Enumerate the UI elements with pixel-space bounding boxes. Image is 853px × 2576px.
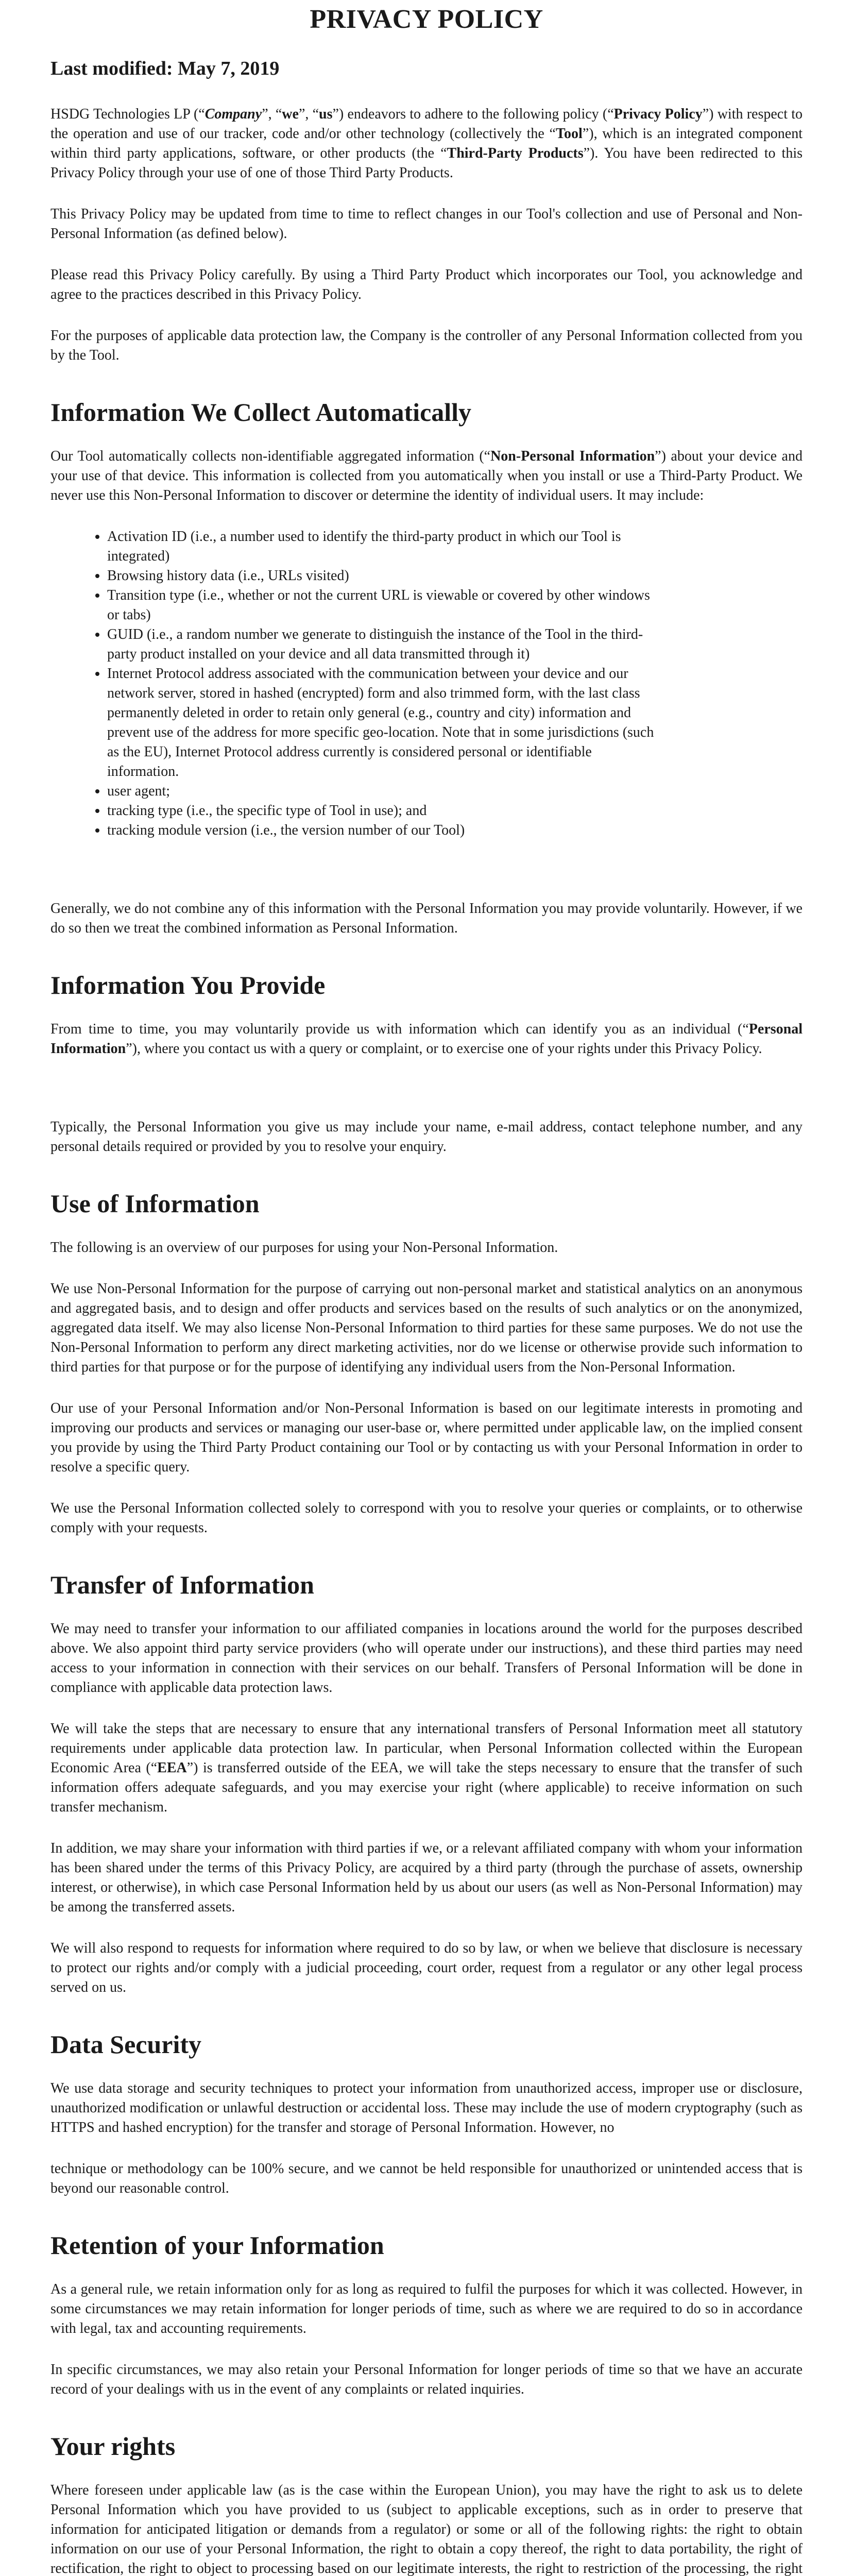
- list-item: • Activation ID (i.e., a number used to identify the third-party product in which our Tool is integrated): [107, 527, 663, 566]
- page-title: PRIVACY POLICY: [310, 5, 543, 34]
- last-modified-date: Last modified: May 7, 2019: [50, 58, 280, 79]
- retention-paragraph-1: As a general rule, we retain information only for as long as required to fulfil the purposes for which it was collected. However, in some circumstances we may retain information for longer periods of time, such as where we are required to do so in accordance with legal, tax and accounting requirements.: [50, 2281, 803, 2336]
- list-item: • user agent;: [107, 782, 663, 801]
- section-heading-use: Use of Information: [50, 1189, 260, 1218]
- security-paragraph-1: We use data storage and security techniques to protect your information from unauthorized access, improper use or disclosure, unauthorized modification or unlawful destruction or accidental loss. These may include the use of modern cryptography (such as HTTPS and hashed encryption) for the transfer and storage of Personal Information. However, no: [50, 2080, 803, 2136]
- intro-paragraph-2: This Privacy Policy may be updated from time to time to reflect changes in our Tool's collection and use of Personal and Non-Personal Information (as defined below).: [50, 206, 803, 242]
- section-heading-rights: Your rights: [50, 2432, 176, 2461]
- use-paragraph-4: We use the Personal Information collected solely to correspond with you to resolve your queries or complaints, or to otherwise comply with your requests.: [50, 1500, 803, 1536]
- privacy-policy-page: [50, 0, 803, 2576]
- use-paragraph-3: Our use of your Personal Information and/or Non-Personal Information is based on our legitimate interests in promoting and improving our products and services or managing our user-base or, where permitted under applicable law, on the implied consent you provide by using the Third Party Product containing our Tool or by contacting us with your Personal Information in order to resolve a specific query.: [50, 1400, 803, 1475]
- intro-paragraph-4: For the purposes of applicable data protection law, the Company is the controller of any Personal Information collected from you by the Tool.: [50, 328, 803, 363]
- section-heading-retention: Retention of your Information: [50, 2231, 384, 2260]
- list-item: • Transition type (i.e., whether or not the current URL is viewable or covered by other windows or tabs): [107, 586, 663, 625]
- use-paragraph-1: The following is an overview of our purposes for using your Non-Personal Information.: [50, 1240, 558, 1256]
- use-paragraph-2: We use Non-Personal Information for the purpose of carrying out non-personal market and statistical analytics on an anonymous and aggregated basis, and to design and offer products and services based on the results of such analytics or on the anonymized, aggregated data itself. We may also license Non-Personal Information to third parties for these same purposes. We do not use the Non-Personal Information to perform any direct marketing activities, nor do we license or otherwise provide such information to third parties for that purpose or for the purpose of identifying any individual users from the Non-Personal Information.: [50, 1281, 803, 1375]
- retention-paragraph-2: In specific circumstances, we may also retain your Personal Information for longer periods of time so that we have an accurate record of your dealings with us in the event of any complaints or related inquiries.: [50, 2362, 803, 2397]
- transfer-paragraph-1: We may need to transfer your information to our affiliated companies in locations around the world for the purposes described above. We also appoint third party service providers (who will operate under our instructions), and these third parties may need access to your information in connection with their services on our behalf. Transfers of Personal Information will be done in compliance with applicable data protection laws.: [50, 1621, 803, 1696]
- intro-paragraph-3: Please read this Privacy Policy carefully. By using a Third Party Product which incorporates our Tool, you acknowledge and agree to the practices described in this Privacy Policy.: [50, 267, 803, 302]
- collect-paragraph-2: Generally, we do not combine any of this information with the Personal Information you may provide voluntarily. However, if we do so then we treat the combined information as Personal Information.: [50, 901, 803, 936]
- list-item: • tracking module version (i.e., the version number of our Tool): [107, 821, 663, 840]
- rights-paragraph-1: Where foreseen under applicable law (as is the case within the European Union), you may have the right to ask us to delete Personal Information which you have provided to us (subject to applicable exceptions, such as in order to preserve that information for anticipated litigation or demands from a regulator) or some or all of the following rights: the right to obtain information on our use of your Personal Information, the right to obtain a copy thereof, the right to data portability, the right of rectification, the right to object to processing based on our legitimate interests, the right to restriction of the processing, the right: [50, 2482, 803, 2576]
- list-item: • Browsing history data (i.e., URLs visited): [107, 566, 663, 586]
- list-item: • Internet Protocol address associated with the communication between your device and our network server, stored in hashed (encrypted) form and also trimmed form, with the last class permanently deleted in order to retain only general (e.g., country and city) information and prevent use of the address for more specific geo-location. Note that in some jurisdictions (such as the EU), Internet Protocol address currently is considered personal or identifiable information.: [107, 664, 663, 782]
- security-paragraph-2: technique or methodology can be 100% secure, and we cannot be held responsible for unauthorized or unintended access that is beyond our reasonable control.: [50, 2161, 803, 2196]
- transfer-paragraph-3: In addition, we may share your information with third parties if we, or a relevant affiliated company with whom your information has been shared under the terms of this Privacy Policy, are acquired by a third party (through the purchase of assets, ownership interest, or otherwise), in which case Personal Information held by us about our users (as well as Non-Personal Information) may be among the transferred assets.: [50, 1840, 803, 1915]
- intro-paragraph-1: HSDG Technologies LP (“Company”, “we”, “us”) endeavors to adhere to the following policy (“Privacy Policy”) with respect to the operation and use of our tracker, code and/or other technology (collectively the “Tool”), which is an integrated component within third party applications, software, or other products (the “Third-Party Products”). You have been redirected to this Privacy Policy through your use of one of those Third Party Products.: [50, 106, 803, 181]
- collected-data-list: [50, 527, 663, 840]
- list-item: • GUID (i.e., a random number we generate to distinguish the instance of the Tool in the third-party product installed on your device and all data transmitted through it): [107, 625, 663, 664]
- section-heading-collect: Information We Collect Automatically: [50, 398, 472, 427]
- transfer-paragraph-4: We will also respond to requests for information where required to do so by law, or when we believe that disclosure is necessary to protect our rights and/or comply with a judicial proceeding, court order, request from a regulator or any other legal process served on us.: [50, 1940, 803, 1995]
- section-heading-transfer: Transfer of Information: [50, 1570, 314, 1599]
- section-heading-security: Data Security: [50, 2030, 201, 2059]
- list-item: • tracking type (i.e., the specific type of Tool in use); and: [107, 801, 663, 821]
- provide-paragraph-2: Typically, the Personal Information you give us may include your name, e-mail address, contact telephone number, and any personal details required or provided by you to resolve your enquiry.: [50, 1119, 803, 1155]
- collect-paragraph-1: Our Tool automatically collects non-identifiable aggregated information (“Non-Personal Information”) about your device and your use of that device. This information is collected from you automatically when you install or use a Third-Party Product. We never use this Non-Personal Information to discover or determine the identity of individual users. It may include:: [50, 448, 803, 503]
- provide-paragraph-1: From time to time, you may voluntarily provide us with information which can identify you as an individual (“Personal Information”), where you contact us with a query or complaint, or to exercise one of your rights under this Privacy Policy.: [50, 1021, 803, 1057]
- transfer-paragraph-2: We will take the steps that are necessary to ensure that any international transfers of Personal Information meet all statutory requirements under applicable data protection law. In particular, when Personal Information collected within the European Economic Area (“EEA”) is transferred outside of the EEA, we will take the steps necessary to ensure that the transfer of such information offers adequate safeguards, and you may exercise your right (where applicable) to receive information on such transfer mechanism.: [50, 1721, 803, 1815]
- section-heading-provide: Information You Provide: [50, 971, 326, 999]
